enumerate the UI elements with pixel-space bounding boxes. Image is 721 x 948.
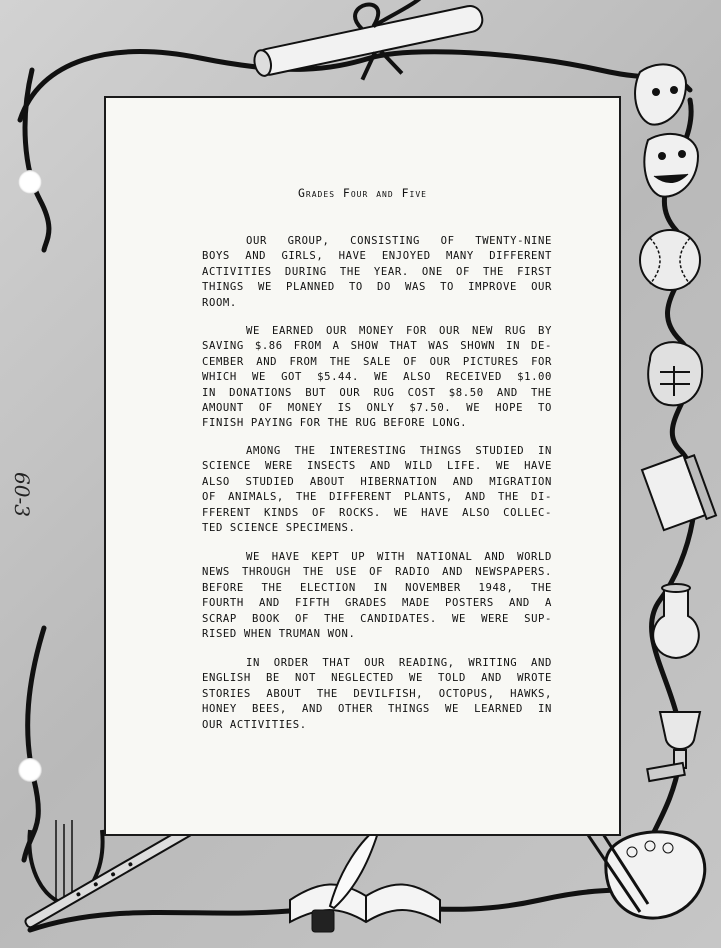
punch-hole-top	[18, 170, 42, 194]
paragraph-2	[202, 324, 552, 432]
text-line: STORIES ABOUT THE DEVILFISH, OCTOPUS, HAWKS,	[202, 687, 552, 700]
page-title: Grades Four and Five	[298, 186, 427, 200]
text-line: AMONG THE INTERESTING THINGS STUDIED IN	[246, 445, 552, 457]
text-line: FINISH PAYING FOR THE RUG BEFORE LONG.	[202, 417, 468, 430]
text-line: WE EARNED OUR MONEY FOR OUR NEW RUG BY	[246, 325, 552, 337]
flask-icon	[653, 584, 699, 658]
baseball-icon	[640, 230, 700, 290]
paragraph-4	[202, 550, 552, 642]
text-line: ENGLISH BE NOT NEGLECTED WE TOLD AND WROTE	[202, 672, 552, 685]
text-line: THINGS WE PLANNED TO DO WAS TO IMPROVE OUR	[202, 281, 552, 294]
paragraph-5	[202, 656, 552, 733]
punch-hole-bottom	[18, 758, 42, 782]
text-line: WHICH WE GOT $5.44. WE ALSO RECEIVED $1.00	[202, 371, 552, 384]
text-line: FFERENT KINDS OF ROCKS. WE HAVE ALSO COLLEC-	[202, 506, 552, 519]
ribbon-left-top	[25, 70, 49, 250]
football-helmet-icon	[648, 342, 702, 405]
text-line: RISED WHEN TRUMAN WON.	[202, 628, 356, 641]
text-line: SCRAP BOOK OF THE CANDIDATES. WE WERE SUP-	[202, 612, 552, 625]
text-panel	[104, 96, 621, 836]
text-line: ROOM.	[202, 296, 237, 309]
text-line: IN DONATIONS BUT OUR RUG COST $8.50 AND THE	[202, 386, 552, 399]
text-line: IN ORDER THAT OUR READING, WRITING AND	[246, 657, 552, 669]
ribbon-left-bottom	[24, 628, 44, 860]
trophy-icon	[647, 712, 700, 781]
text-line: AMOUNT OF MONEY IS ONLY $7.50. WE HOPE TO	[202, 402, 552, 415]
text-line: SCIENCE WERE INSECTS AND WILD LIFE. WE HAVE	[202, 460, 552, 473]
text-line: NEWS THROUGH THE USE OF RADIO AND NEWSPAPERS.	[202, 566, 552, 579]
margin-note: 60-3	[10, 472, 34, 517]
text-line: WE HAVE KEPT UP WITH NATIONAL AND WORLD	[246, 551, 552, 563]
text-line: HONEY BEES, AND OTHER THINGS WE LEARNED IN	[202, 703, 552, 716]
text-line: FOURTH AND FIFTH GRADES MADE POSTERS AND A	[202, 597, 552, 610]
text-line: ACTIVITIES DURING THE YEAR. ONE OF THE FIRST	[202, 265, 552, 278]
text-line: BEFORE THE ELECTION IN NOVEMBER 1948, THE	[202, 581, 552, 594]
paragraph-3	[202, 444, 552, 536]
text-line: OUR ACTIVITIES.	[202, 718, 307, 731]
text-line: SAVING $.86 FROM A SHOW THAT WAS SHOWN IN DE-	[202, 340, 552, 353]
text-line: TED SCIENCE SPECIMENS.	[202, 522, 356, 535]
text-line: OUR GROUP, CONSISTING OF TWENTY-NINE	[246, 235, 552, 247]
text-line: OF ANIMALS, THE DIFFERENT PLANTS, AND THE DI-	[202, 491, 552, 504]
text-line: CEMBER AND FROM THE SALE OF OUR PICTURES FOR	[202, 355, 552, 368]
text-line: BOYS AND GIRLS, HAVE ENJOYED MANY DIFFERENT	[202, 250, 552, 263]
paragraph-1	[202, 234, 552, 311]
text-line: ALSO STUDIED ABOUT HIBERNATION AND MIGRATION	[202, 475, 552, 488]
book-icon	[642, 452, 716, 534]
